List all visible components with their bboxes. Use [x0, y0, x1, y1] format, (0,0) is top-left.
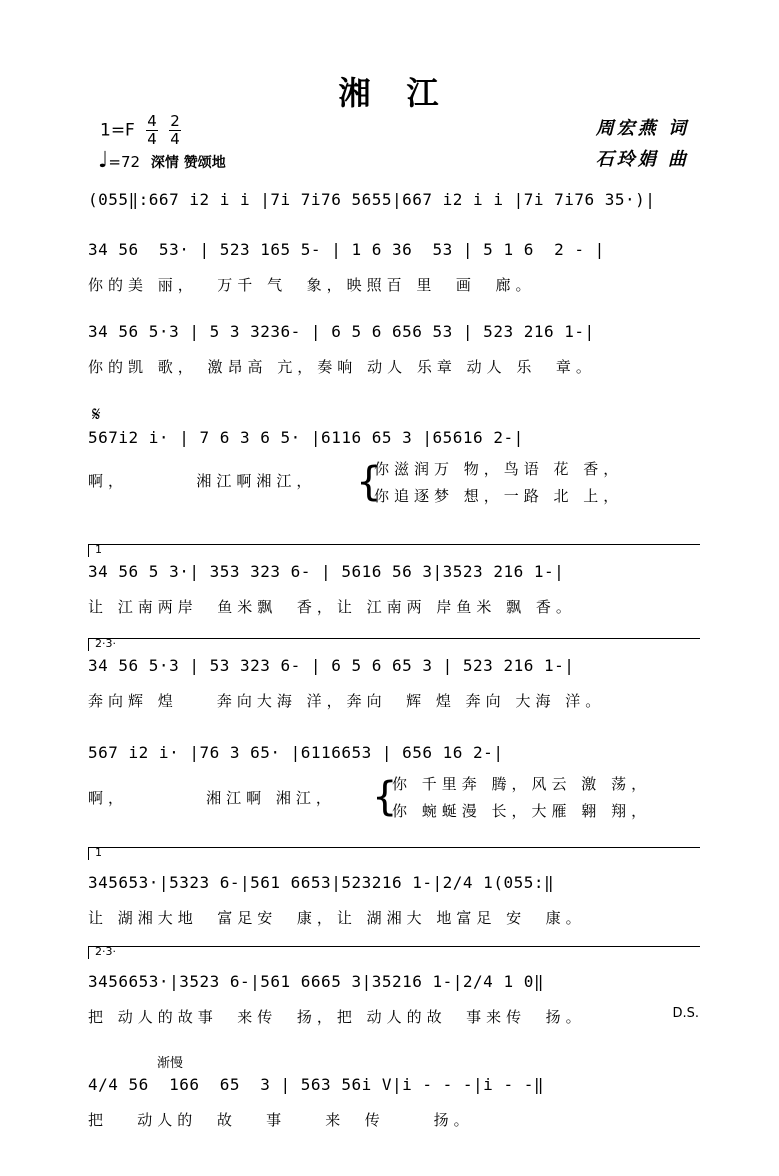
quarter-note-icon: ♩	[98, 148, 109, 173]
score-line-3	[88, 402, 700, 506]
notation: 567i2 i· | 7 6 3 6 5· |6116 65 3 |65616 2-|	[88, 428, 524, 447]
notation: 345653·|5323 6-|561 6653|523216 1-|2/4 1(055:‖	[88, 873, 555, 892]
lyric-verse-1: 你 千里奔 腾，风云 激 荡，	[392, 775, 652, 793]
lyric: 奔向辉 煌 奔向大海 洋，奔向 辉 煌 奔向 大海 洋。	[88, 692, 606, 710]
notation: 34 56 53· | 523 165 5- | 1 6 36 53 | 5 1 6 2 - |	[88, 240, 605, 259]
lyric: 你的美 丽， 万千 气 象，映照百 里 画 廊。	[88, 276, 536, 294]
segno-icon: 𝄋	[92, 402, 101, 426]
notation: (055‖:667 i2 i i |7i 7i76 5655|667 i2 i i |7i 7i76 35·)|	[88, 190, 656, 209]
dal-segno-mark: D.S.	[672, 1006, 699, 1021]
score-line-4	[88, 543, 700, 617]
key-signature	[100, 113, 181, 148]
volta-bracket-2-3	[88, 946, 700, 959]
key-label: 1=F	[100, 120, 135, 141]
score-line-coda	[88, 1075, 700, 1130]
lyric-verse-2: 你 蜿蜒漫 长，大雁 翱 翔，	[392, 802, 652, 820]
ritardando-mark: 渐慢	[157, 1056, 184, 1071]
notation: 4/4 56 166 65 3 | 563 56i V|i - - -|i - -‖	[88, 1075, 544, 1094]
notation: 34 56 5·3 | 53 323 6- | 6 5 6 65 3 | 523 216 1-|	[88, 656, 575, 675]
expression-text: 深情 赞颂地	[150, 155, 226, 171]
score-line-5	[88, 637, 700, 711]
lyric: 让 江南两岸 鱼米飘 香，让 江南两 岸鱼米 飘 香。	[88, 598, 576, 616]
volta-label: 1	[95, 543, 102, 556]
volta-label: 2·3·	[95, 637, 116, 650]
notation: 34 56 5 3·| 353 323 6- | 5616 56 3|3523 216 1-|	[88, 562, 565, 581]
tempo-value: =72	[108, 153, 141, 171]
volta-label: 1	[95, 846, 102, 859]
brace-icon: {	[372, 774, 398, 820]
lyric: 啊， 湘江啊 湘江，	[88, 789, 336, 807]
score-line-2	[88, 322, 700, 377]
brace-icon: {	[356, 459, 382, 505]
tempo-marking	[98, 148, 226, 173]
volta-bracket-1	[88, 544, 700, 557]
lyric-verse-2: 你追逐梦 想，一路 北 上，	[374, 487, 624, 505]
time-signature-4-4: $\frac{4}{4}$	[147, 112, 157, 148]
volta-bracket-1	[88, 847, 700, 860]
score-line-8	[88, 945, 700, 1027]
notation: 3456653·|3523 6-|561 6665 3|35216 1-|2/4 1 0‖	[88, 972, 544, 991]
lyric: 把 动人的 故 事 来 传 扬。	[88, 1111, 474, 1129]
notation: 567 i2 i· |76 3 65· |6116653 | 656 16 2-|	[88, 743, 504, 762]
lyric: 让 湖湘大地 富足安 康，让 湖湘大 地富足 安 康。	[88, 909, 586, 927]
lyric: 你的凯 歌， 激昂高 亢，奏响 动人 乐章 动人 乐 章。	[88, 358, 596, 376]
lyricist: 周宏燕 词	[595, 118, 689, 139]
score-line-6	[88, 743, 700, 821]
volta-bracket-2-3	[88, 638, 700, 651]
notation: 34 56 5·3 | 5 3 3236- | 6 5 6 656 53 | 523 216 1-|	[88, 322, 595, 341]
score-line-intro	[88, 190, 700, 210]
score-line-7	[88, 846, 700, 928]
lyric: 把 动人的故事 来传 扬，把 动人的故 事来传 扬。	[88, 1008, 586, 1026]
lyric-verse-1: 你滋润万 物，鸟语 花 香，	[374, 460, 624, 478]
composer: 石玲娟 曲	[595, 149, 689, 170]
volta-label: 2·3·	[95, 945, 116, 958]
score-line-1	[88, 240, 700, 295]
time-signature-2-4: $\frac{2}{4}$	[170, 112, 180, 148]
credits	[596, 113, 689, 175]
song-title: 湘 江	[338, 74, 441, 112]
lyric: 啊， 湘江啊湘江，	[88, 472, 317, 490]
